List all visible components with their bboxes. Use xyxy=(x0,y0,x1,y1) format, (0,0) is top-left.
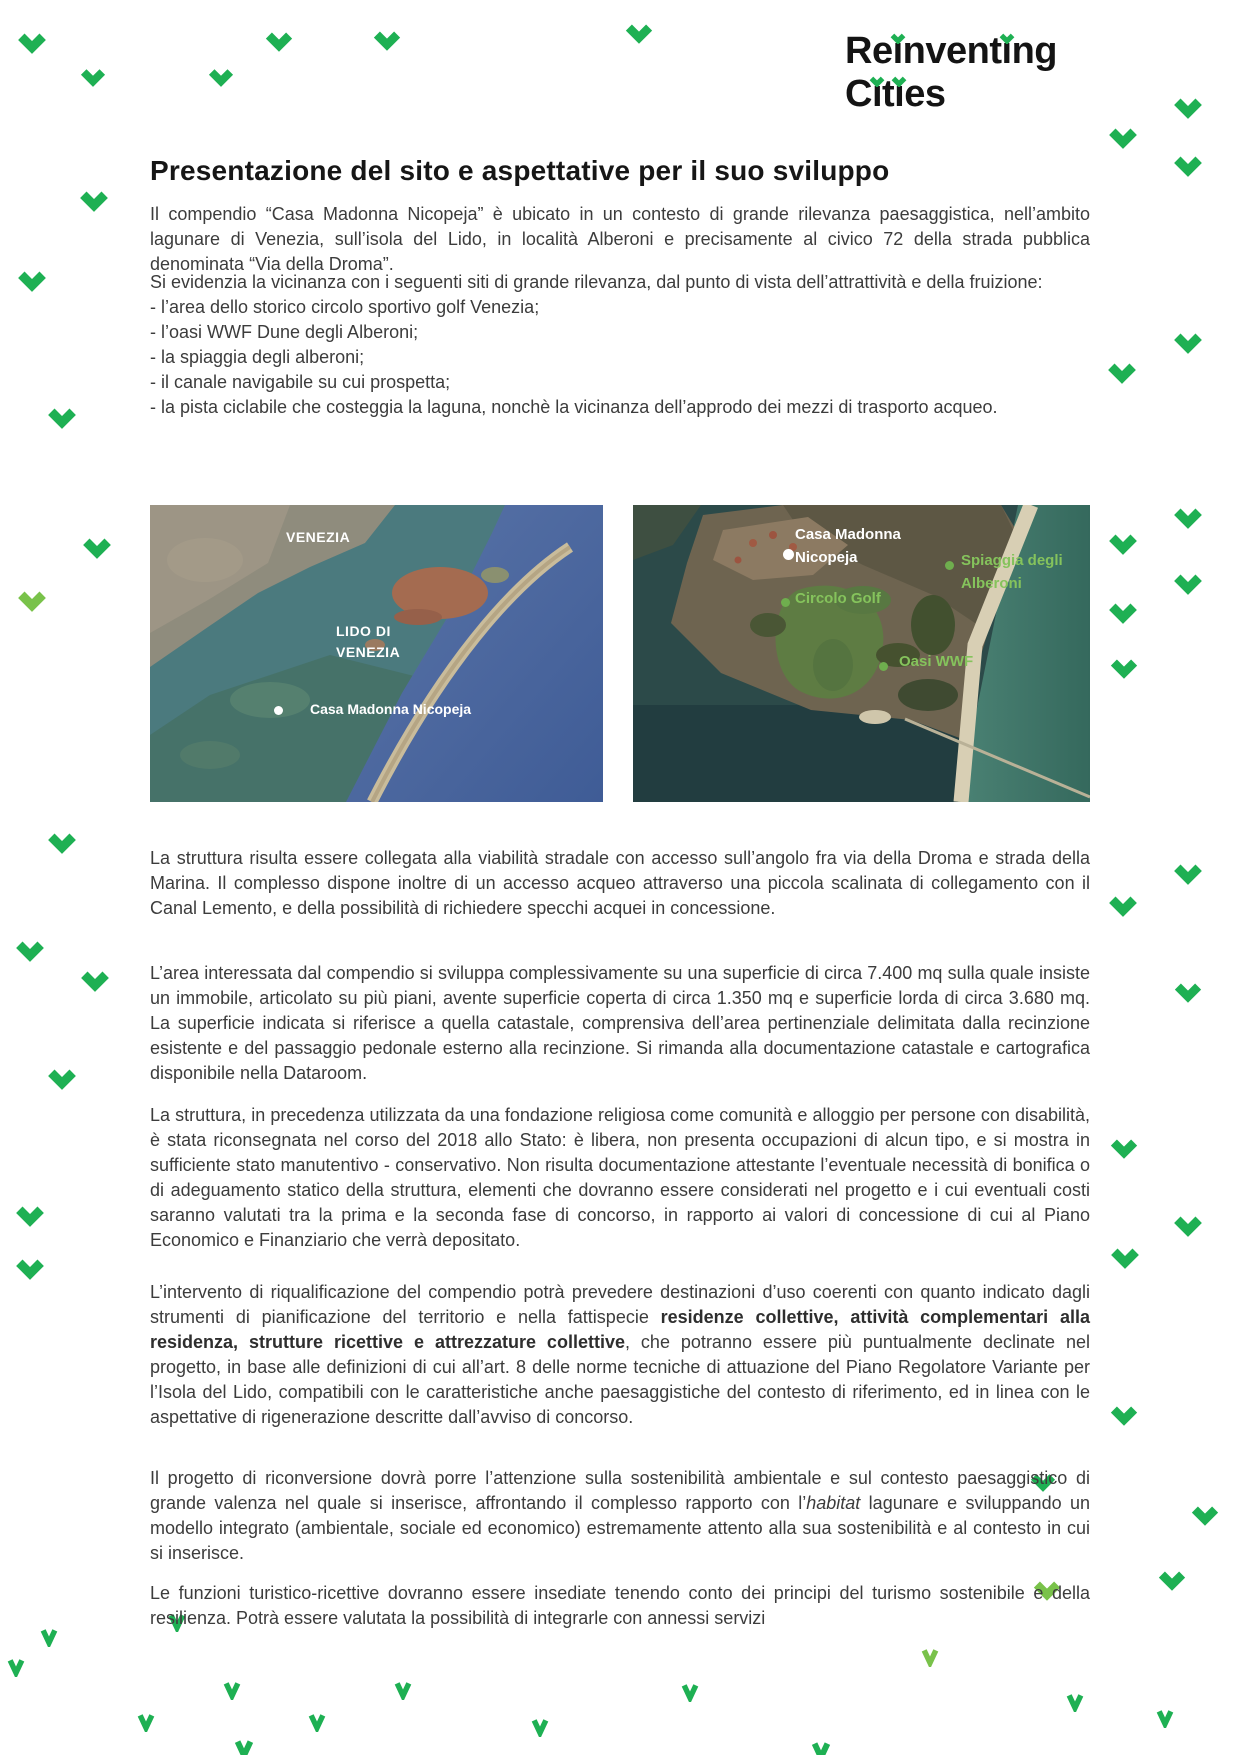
chevron-icon xyxy=(1173,572,1203,595)
chevron-icon xyxy=(373,29,401,51)
chevron-icon xyxy=(39,1627,59,1647)
chevron-icon xyxy=(80,969,110,992)
satellite-map-venezia xyxy=(150,505,603,802)
chevron-icon xyxy=(307,1712,327,1732)
chevron-icon xyxy=(15,939,45,962)
proximity-section xyxy=(150,270,1090,420)
chevron-icon xyxy=(891,75,907,87)
chevron-icon xyxy=(1110,1137,1138,1159)
chevron-icon xyxy=(47,1067,77,1090)
chevron-icon xyxy=(265,30,293,52)
chevron-icon xyxy=(393,1680,413,1700)
location-dot-oasi xyxy=(879,662,888,671)
list-item: - il canale navigabile su cui prospetta; xyxy=(150,372,451,392)
chevron-icon xyxy=(810,1740,832,1755)
paragraph-intro: Il compendio “Casa Madonna Nicopeja” è ubicato in un contesto di grande rilevanza paesaggistica, nell’ambito lagunare di Venezia, sull’isola del Lido, in località Alberoni e precisamente al civico 72 della strada pubblica denominata “Via della Droma”. xyxy=(150,204,1090,274)
chevron-icon xyxy=(208,67,234,87)
chevron-icon xyxy=(530,1717,550,1737)
chevron-icon xyxy=(1173,331,1203,354)
location-dot-casa xyxy=(783,549,794,560)
chevron-icon xyxy=(1110,1246,1140,1269)
chevron-icon xyxy=(1110,657,1138,679)
location-dot-golf xyxy=(781,598,790,607)
chevron-icon xyxy=(1108,601,1138,624)
map-figures xyxy=(150,505,1090,802)
chevron-icon xyxy=(1108,126,1138,149)
chevron-icon xyxy=(82,536,112,559)
map-label-oasi: Oasi WWF xyxy=(899,653,974,670)
chevron-icon xyxy=(17,269,47,292)
italic-habitat: habitat xyxy=(806,1493,861,1513)
chevron-icon xyxy=(17,31,47,54)
chevron-icon xyxy=(1158,1569,1186,1591)
chevron-icon xyxy=(625,22,653,44)
chevron-icon xyxy=(1173,1214,1203,1237)
chevron-icon xyxy=(1173,96,1203,119)
chevron-icon xyxy=(1107,361,1137,384)
reinventing-cities-logo xyxy=(845,30,1057,116)
location-dot-casa xyxy=(274,706,283,715)
chevron-icon xyxy=(1108,532,1138,555)
map-label-golf: Circolo Golf xyxy=(795,590,881,607)
chevron-icon xyxy=(1110,1404,1138,1426)
paragraph-building-state: La struttura, in precedenza utilizzata da una fondazione religiosa come comunità e alloggio per persone con disabilità, è stata riconsegnata nel corso del 2018 allo Stato: è libera, non presenta occupazioni di alcun tipo, e si mostra in sufficiente stato manutentivo - conservativo. Non risulta documentazione attestante l’eventuale necessità di bonifica o di adeguamento statico della struttura, elementi che dovranno essere considerati nel progetto e i cui eventuali costi saranno valutati tra la prima e la seconda fase di concorso, in rapporto ai valori di concessione di cui al Piano Economico e Finanziario che verrà depositato. xyxy=(150,1105,1090,1250)
chevron-icon xyxy=(680,1682,700,1702)
chevron-icon xyxy=(233,1738,255,1755)
chevron-icon xyxy=(15,1257,45,1280)
list-item: - l’oasi WWF Dune degli Alberoni; xyxy=(150,322,419,342)
list-item: - l’area dello storico circolo sportivo golf Venezia; xyxy=(150,297,540,317)
paragraph-sustainability: Il progetto di riconversione dovrà porre l’attenzione sulla sostenibilità ambientale e sul contesto paesaggistico di grande valenza nel quale si inserisce, affrontando il complesso rapporto con l’habitat lagunare e sviluppando un modello integrato (ambientale, sociale ed economico) estremamente attento alla sua sostenibilità e al contesto in cui si inserisce. xyxy=(150,1468,1090,1563)
paragraph-tourism: Le funzioni turistico-ricettive dovranno essere insediate tenendo conto dei principi del turismo sostenibile e della resilienza. Potrà essere valutata la possibilità di integrarle con annessi servizi xyxy=(150,1583,1090,1628)
map-label-venezia: VENEZIA xyxy=(286,529,351,545)
chevron-icon xyxy=(136,1712,156,1732)
map-label-lido: LIDO DI VENEZIA xyxy=(336,623,401,660)
chevron-icon xyxy=(1108,894,1138,917)
logo-line-2: C ıt ıes xyxy=(845,73,946,115)
chevron-icon xyxy=(15,1204,45,1227)
paragraph-destinations: L’intervento di riqualificazione del compendio potrà prevedere destinazioni d’uso coerenti con quanto indicato dagli strumenti di pianificazione del territorio e nella fattispecie residenze collettive, attività complementari alla residenza, strutture ricettive e attrezzature collettive, che potranno essere più puntualmente declinate nel progetto, in base alle definizioni di cui all’art. 8 delle norme tecniche di attuazione del Piano Regolatore Variante per l’Isola del Lido, compatibili con le caratteristiche anche paesaggistiche del contesto di riferimento, ed in linea con le aspettative di rigenerazione descritte dall’avviso di concorso. xyxy=(150,1282,1090,1427)
satellite-map-alberoni xyxy=(633,505,1090,802)
chevron-icon xyxy=(1173,862,1203,885)
chevron-icon xyxy=(1065,1692,1085,1712)
list-item: - la spiaggia degli alberoni; xyxy=(150,347,365,367)
chevron-icon xyxy=(890,32,906,44)
paragraph-surface: L’area interessata dal compendio si sviluppa complessivamente su una superficie di circa 7.400 mq sulla quale insiste un immobile, articolato su più piani, avente superficie coperta di circa 1.350 mq e superficie lorda di circa 3.680 mq. La superficie indicata si riferisce a quella catastale, comprensiva dell’area pertinenziale delimitata dalla recinzione esistente e del passaggio pedonale esterno alla recinzione. Si rimanda alla documentazione catastale e cartografica disponibile nella Dataroom. xyxy=(150,963,1090,1083)
location-dot-spiaggia xyxy=(945,561,954,570)
chevron-icon xyxy=(47,831,77,854)
chevron-icon xyxy=(1173,154,1203,177)
chevron-icon xyxy=(17,589,47,612)
chevron-icon xyxy=(869,75,885,87)
chevron-icon xyxy=(6,1657,26,1677)
chevron-icon xyxy=(999,32,1015,44)
bold-destinations: residenze collettive, attività complementari alla residenza, strutture ricettive e attrezzature collettive xyxy=(150,1307,1090,1352)
map-label-casa: Casa Madonna Nicopeja xyxy=(310,701,472,717)
page-title: Presentazione del sito e aspettative per il suo sviluppo xyxy=(150,154,890,186)
chevron-icon xyxy=(1191,1504,1219,1526)
list-intro: Si evidenzia la vicinanza con i seguenti siti di grande rilevanza, dal punto di vista dell’attrattività e della fruizione: xyxy=(150,272,1043,292)
chevron-icon xyxy=(1174,981,1202,1003)
chevron-icon xyxy=(920,1647,940,1667)
list-item: - la pista ciclabile che costeggia la laguna, nonchè la vicinanza dell’approdo dei mezzi di trasporto acqueo. xyxy=(150,397,998,417)
logo-line-1: Re ınvent ıng xyxy=(845,30,1057,72)
chevron-icon xyxy=(1173,506,1203,529)
chevron-icon xyxy=(1155,1708,1175,1728)
chevron-icon xyxy=(80,67,106,87)
chevron-icon xyxy=(47,406,77,429)
chevron-icon xyxy=(79,189,109,212)
paragraph-access: La struttura risulta essere collegata alla viabilità stradale con accesso sull’angolo fra via della Droma e strada della Marina. Il complesso dispone inoltre di un accesso acqueo attraverso una piccola scalinata di collegamento con il Canal Lemento, e della possibilità di richiedere specchi acquei in concessione. xyxy=(150,848,1090,918)
map-label-spiaggia: Spiaggia degli Alberoni xyxy=(961,552,1063,592)
map-label-casa: Casa Madonna Nicopeja xyxy=(795,526,901,566)
chevron-icon xyxy=(222,1680,242,1700)
